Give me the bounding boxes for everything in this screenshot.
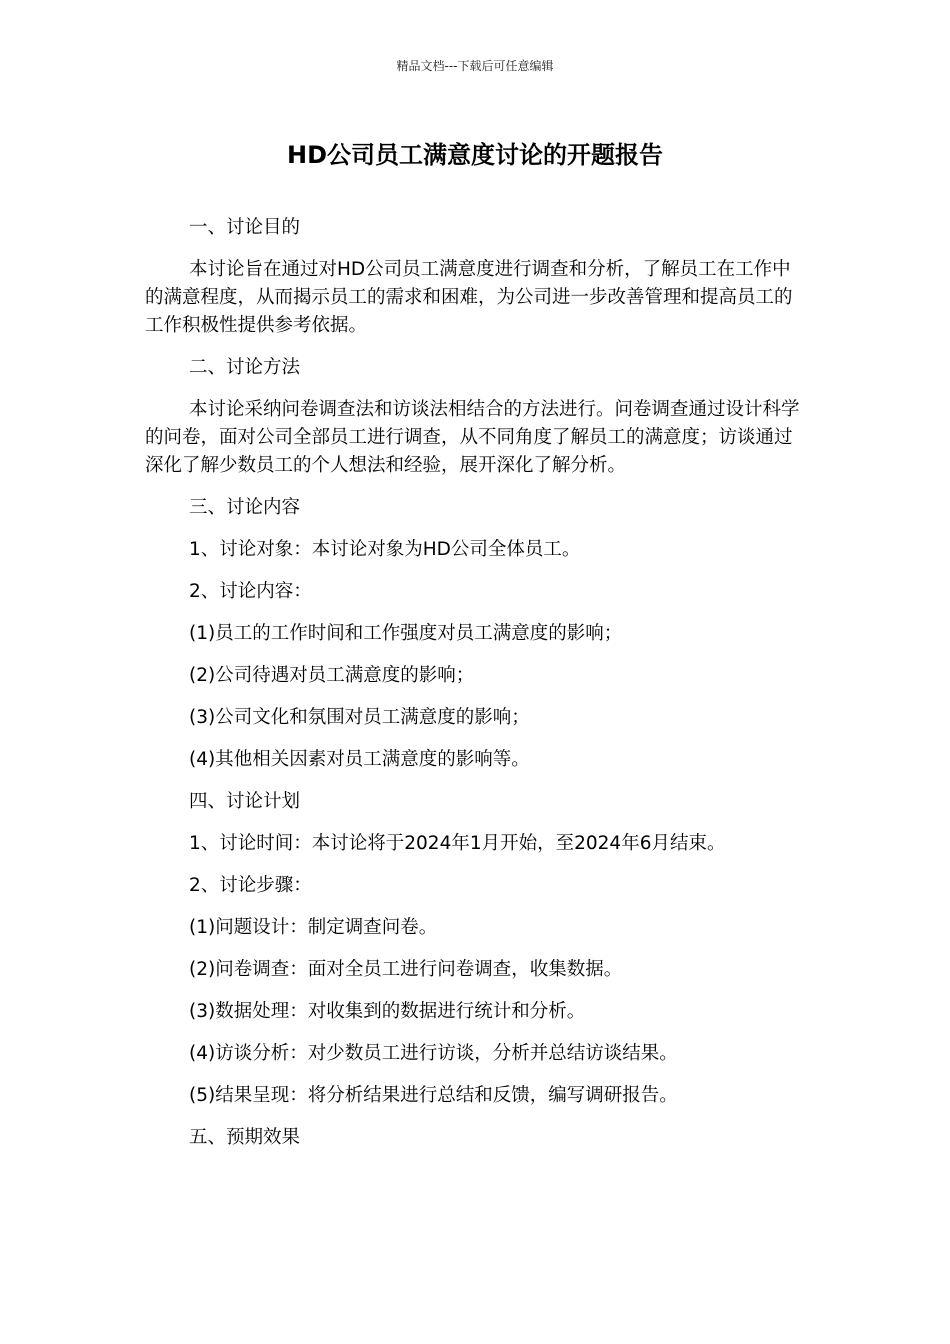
section-body-method: 本讨论采纳问卷调查法和访谈法相结合的方法进行。问卷调查通过设计科学的问卷，面对公司全部员工进行调查，从不同角度了解员工的满意度；访谈通过深化了解少数员工的个人想法和经验，展开深化了解分析。: [145, 399, 800, 476]
content-item: 1、讨论对象：本讨论对象为HD公司全体员工。: [189, 539, 581, 560]
header-note: 精品文档---下载后可任意编辑: [396, 59, 554, 73]
content-item: (2)公司待遇对员工满意度的影响；: [189, 665, 475, 686]
content-item: (4)其他相关因素对员工满意度的影响等。: [189, 749, 530, 770]
plan-item: 2、讨论步骤：: [189, 875, 312, 896]
section-heading-method: 二、讨论方法: [189, 357, 301, 378]
section-heading-content: 三、讨论内容: [189, 497, 301, 518]
plan-item: (3)数据处理：对收集到的数据进行统计和分析。: [189, 1001, 586, 1022]
document-body: [145, 214, 805, 1166]
plan-item: (4)访谈分析：对少数员工进行访谈，分析并总结访谈结果。: [189, 1043, 678, 1064]
content-item: (3)公司文化和氛围对员工满意度的影响；: [189, 707, 530, 728]
section-heading-effect: 五、预期效果: [189, 1127, 301, 1148]
content-item: 2、讨论内容：: [189, 581, 312, 602]
plan-item: 1、讨论时间：本讨论将于2024年1月开始，至2024年6月结束。: [189, 833, 726, 854]
document-title: HD公司员工满意度讨论的开题报告: [286, 141, 663, 169]
plan-item: (1)问题设计：制定调查问卷。: [189, 917, 438, 938]
plan-item: (2)问卷调查：面对全员工进行问卷调查，收集数据。: [189, 959, 623, 980]
section-heading-purpose: 一、讨论目的: [189, 217, 301, 238]
section-heading-plan: 四、讨论计划: [189, 791, 301, 812]
content-item: (1)员工的工作时间和工作强度对员工满意度的影响；: [189, 623, 623, 644]
plan-item: (5)结果呈现：将分析结果进行总结和反馈，编写调研报告。: [189, 1085, 678, 1106]
section-body-purpose: 本讨论旨在通过对HD公司员工满意度进行调查和分析，了解员工在工作中的满意程度，从而揭示员工的需求和困难，为公司进一步改善管理和提高员工的工作积极性提供参考依据。: [145, 259, 793, 336]
